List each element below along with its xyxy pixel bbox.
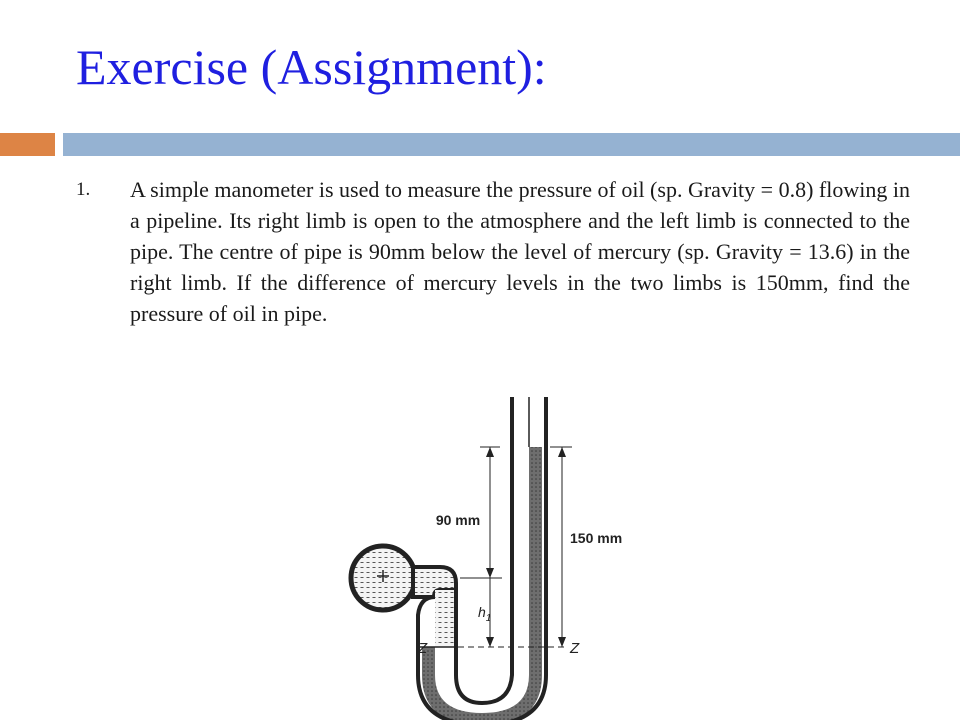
u-tube-inner-wall bbox=[456, 397, 512, 703]
slide-title: Exercise (Assignment): bbox=[76, 39, 547, 95]
dim-90-arrow-down bbox=[486, 568, 494, 578]
problem-number: 1. bbox=[76, 179, 91, 200]
label-h1: $h_1$ bbox=[478, 604, 492, 624]
dim-150-arrow-down bbox=[558, 637, 566, 647]
accent-bar-left bbox=[0, 133, 55, 156]
accent-bar-right bbox=[63, 133, 960, 156]
label-z-left: Z bbox=[418, 640, 428, 657]
label-90mm: 90 mm bbox=[435, 512, 481, 528]
dim-150-arrow-up bbox=[558, 447, 566, 457]
manometer-diagram bbox=[330, 385, 630, 720]
manometer-figure bbox=[330, 385, 630, 720]
label-150mm: 150 mm bbox=[570, 530, 623, 546]
u-tube-outer-wall bbox=[418, 397, 546, 720]
left-limb-oil bbox=[435, 590, 456, 647]
problem-item bbox=[76, 174, 910, 329]
label-z-right: Z bbox=[570, 640, 580, 657]
dim-h1-arrow-down bbox=[486, 637, 494, 647]
dim-90-arrow-up bbox=[486, 447, 494, 457]
problem-text: A simple manometer is used to measure the pressure of oil (sp. Gravity = 0.8) flowing in a pipeline. Its right limb is open to the atmosphere and the left limb is connected to the pipe. The centre of pipe is 90mm below the level of mercury (sp. Gravity = 13.6) in the right limb. If the difference of mercury levels in the two limbs is 150mm, find the pressure of oil in pipe. bbox=[130, 177, 910, 326]
